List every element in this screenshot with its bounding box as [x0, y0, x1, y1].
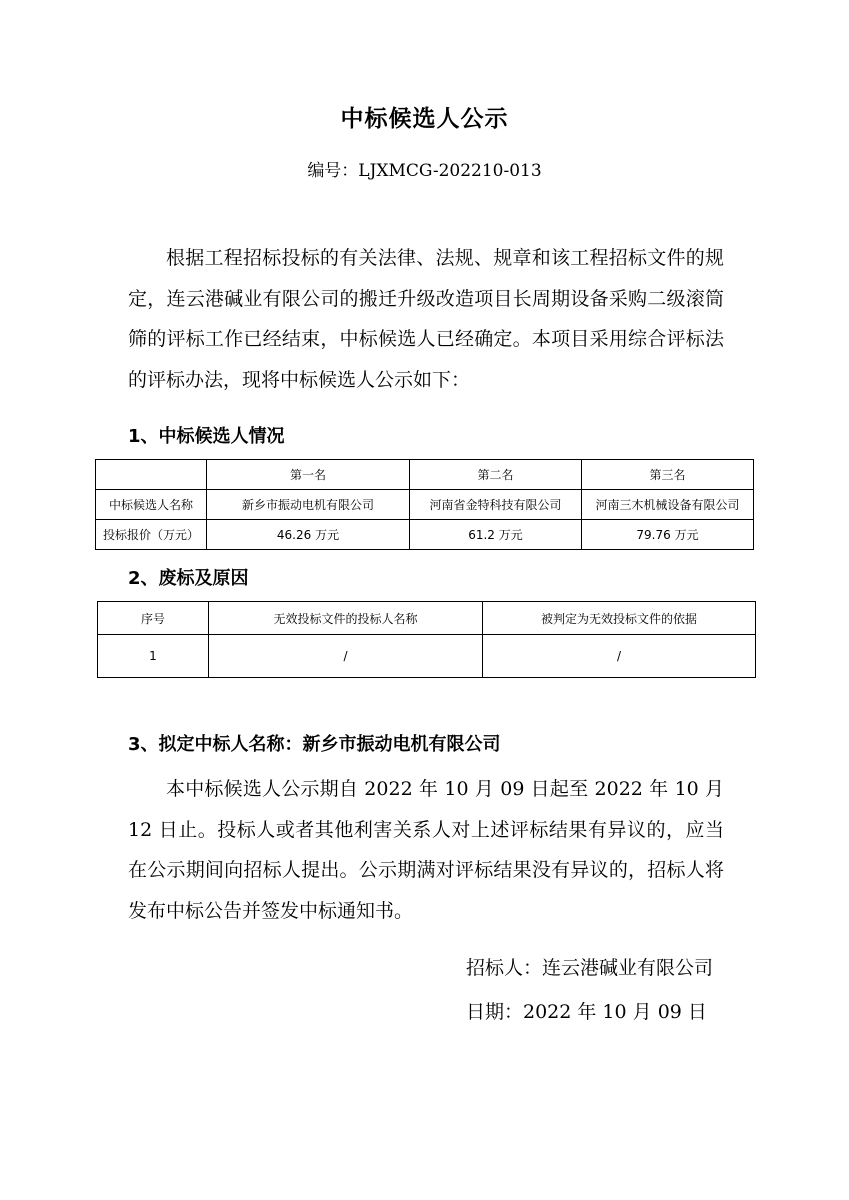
table-header-cell: 序号 [98, 602, 209, 635]
candidates-table [95, 459, 754, 550]
table-cell: / [483, 635, 756, 678]
table-cell: 河南三木机械设备有限公司 [582, 490, 754, 520]
tenderer-signature: 招标人：连云港碱业有限公司 [466, 957, 714, 979]
table-cell: 79.76 万元 [582, 520, 754, 550]
table-header-cell: 无效投标文件的投标人名称 [209, 602, 483, 635]
table-header-cell: 第一名 [207, 460, 410, 490]
table-cell: / [209, 635, 483, 678]
table-cell: 中标候选人名称 [96, 490, 207, 520]
table-cell: 46.26 万元 [207, 520, 410, 550]
section-heading-candidates: 1、中标候选人情况 [128, 426, 285, 447]
table-cell: 新乡市振动电机有限公司 [207, 490, 410, 520]
document-title: 中标候选人公示 [340, 106, 509, 132]
table-row [98, 635, 756, 678]
table-header-cell: 被判定为无效投标文件的依据 [483, 602, 756, 635]
table-header-row [98, 602, 756, 635]
table-row [96, 490, 754, 520]
signature-date: 日期：2022 年 10 月 09 日 [466, 1001, 707, 1023]
table-cell: 河南省金特科技有限公司 [410, 490, 582, 520]
table-header-cell: 第三名 [582, 460, 754, 490]
section-heading-proposed-winner: 3、拟定中标人名称：新乡市振动电机有限公司 [128, 734, 501, 755]
section-heading-invalid-bids: 2、废标及原因 [128, 568, 249, 589]
intro-paragraph: 根据工程招标投标的有关法律、法规、规章和该工程招标文件的规定，连云港碱业有限公司的搬迁升级改造项目长周期设备采购二级滚筒筛的评标工作已经结束，中标候选人已经确定。本项目采用综合评标法的评标办法，现将中标候选人公示如下： [128, 247, 724, 391]
table-cell: 1 [98, 635, 209, 678]
table-cell: 投标报价（万元） [96, 520, 207, 550]
invalid-bids-table [97, 601, 756, 678]
table-header-row [96, 460, 754, 490]
table-header-cell [96, 460, 207, 490]
table-row [96, 520, 754, 550]
table-header-cell: 第二名 [410, 460, 582, 490]
table-cell: 61.2 万元 [410, 520, 582, 550]
publicity-paragraph: 本中标候选人公示期自 2022 年 10 月 09 日起至 2022 年 10 月 12 日止。投标人或者其他利害关系人对上述评标结果有异议的，应当在公示期间向招标人提出。公示期满对评标结果没有异议的，招标人将发布中标公告并签发中标通知书。 [128, 778, 724, 922]
document-number: 编号：LJXMCG-202210-013 [307, 161, 542, 181]
